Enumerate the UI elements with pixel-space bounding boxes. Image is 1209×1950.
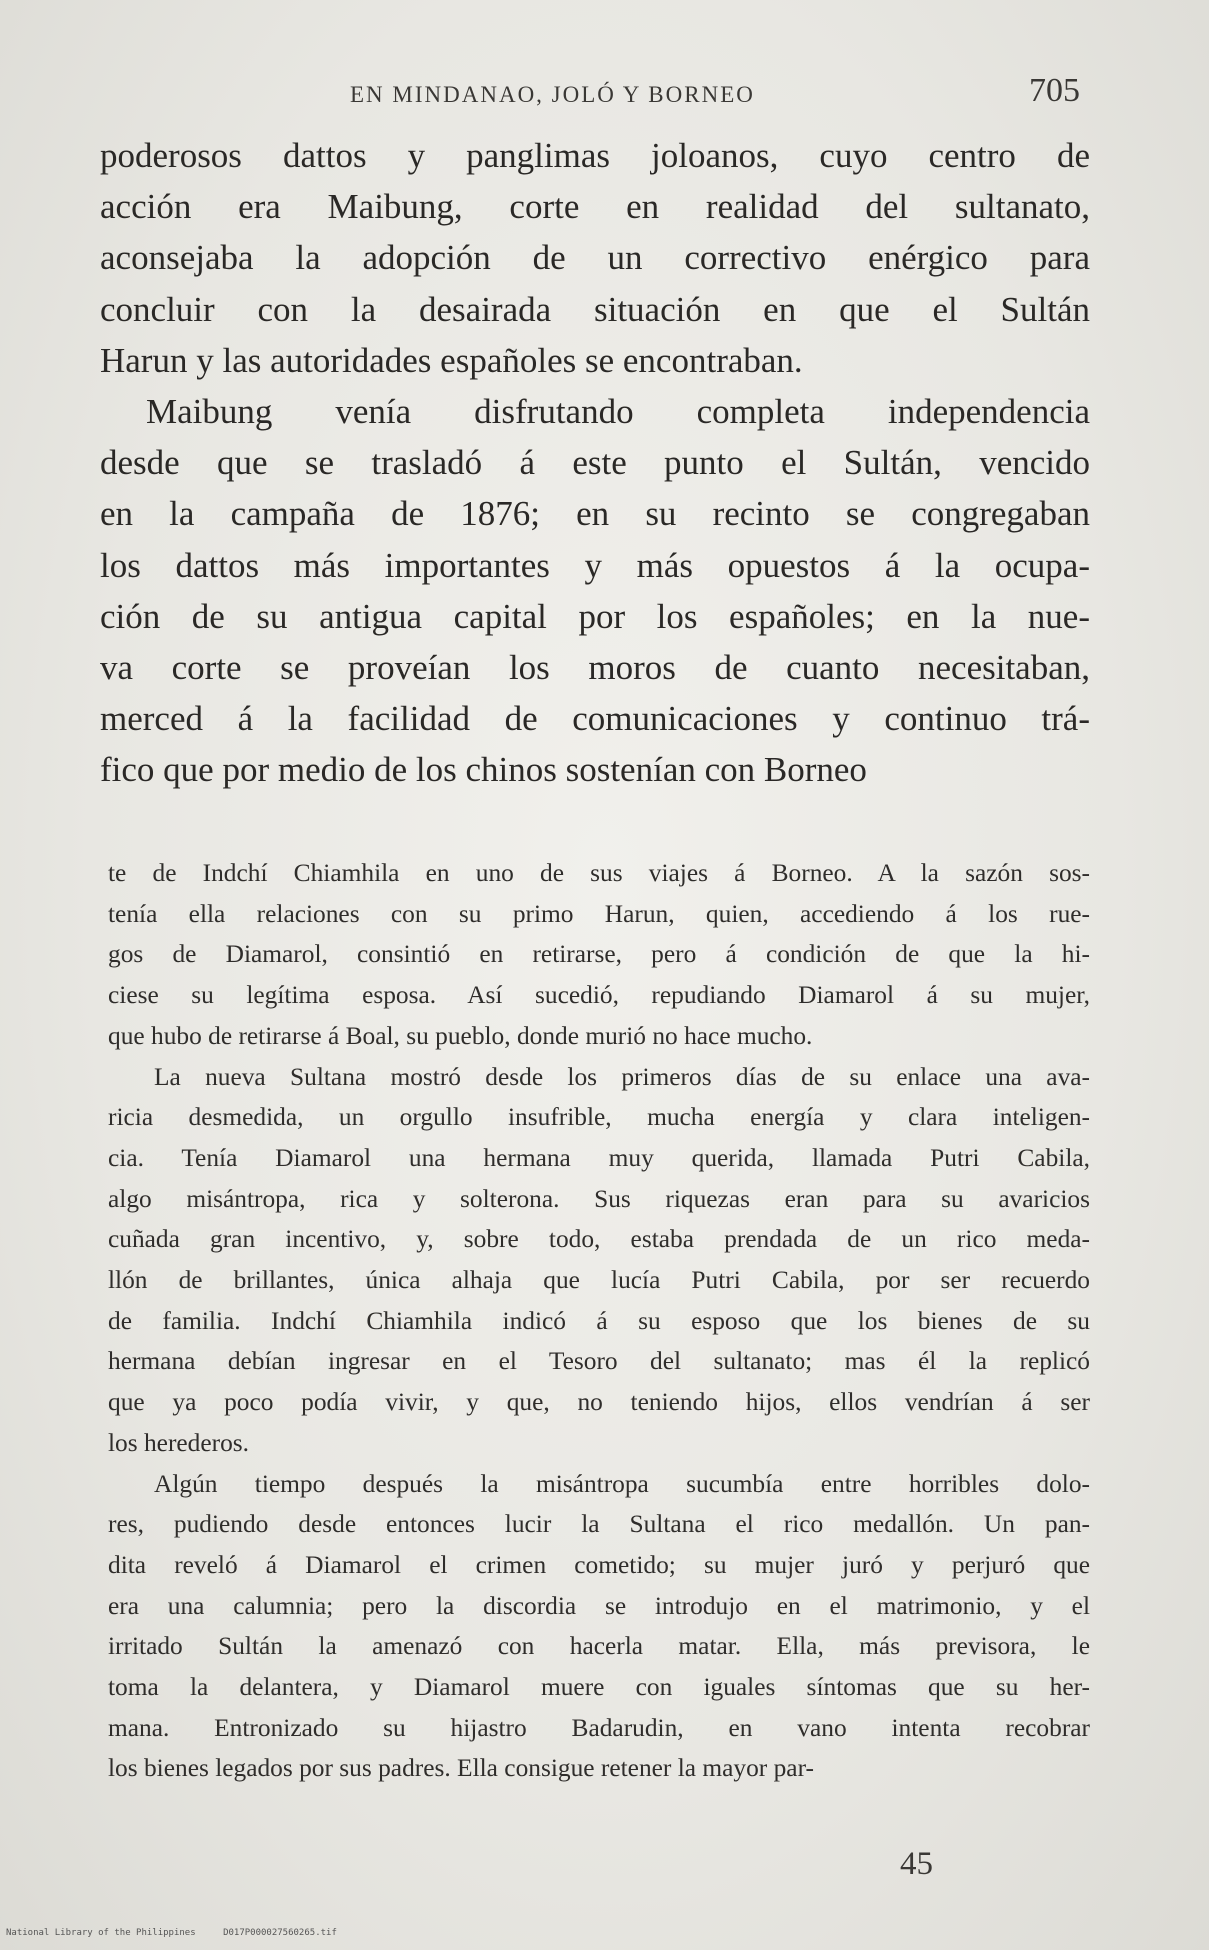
note-line: de familia. Indchí Chiamhila indicó á su esposo que los bienes de su: [108, 1306, 1090, 1335]
library-name: National Library of the Philippines: [6, 1928, 196, 1938]
body-line: desde que se trasladó á este punto el Sultán, vencido: [100, 443, 1090, 483]
note-line: toma la delantera, y Diamarol muere con iguales síntomas que su her-: [108, 1673, 1090, 1702]
note-line: te de Indchí Chiamhila en uno de sus viajes á Borneo. A la sazón sos-: [108, 859, 1090, 887]
note-line: dita reveló á Diamarol el crimen cometido; su mujer juró y perjuró que: [108, 1550, 1090, 1579]
body-line: acción era Maibung, corte en realidad del sultanato,: [100, 187, 1090, 227]
file-id: D017P000027560265.tif: [223, 1928, 337, 1938]
note-paragraph: [108, 853, 1090, 1057]
note-line: ricia desmedida, un orgullo insufrible, mucha energía y clara inteligen-: [108, 1103, 1090, 1132]
note-line: irritado Sultán la amenazó con hacerla matar. Ella, más previsora, le: [108, 1632, 1090, 1661]
note-line: algo misántropa, rica y solterona. Sus riquezas eran para su avaricios: [108, 1184, 1090, 1213]
note-line: cuñada gran incentivo, y, sobre todo, estaba prendada de un rico meda-: [108, 1225, 1090, 1254]
note-line: La nueva Sultana mostró desde los primeros días de su enlace una ava-: [154, 1062, 1090, 1091]
note-line: Algún tiempo después la misántropa sucumbía entre horribles dolo-: [154, 1469, 1090, 1498]
running-head: EN MINDANAO, JOLÓ Y BORNEO: [350, 82, 755, 107]
scan-footer: [0, 1928, 1209, 1950]
note-line: ciese su legítima esposa. Así sucedió, repudiando Diamarol á su mujer,: [108, 981, 1090, 1010]
note-line: tenía ella relaciones con su primo Harun, quien, accediendo á los rue-: [108, 899, 1090, 928]
note-paragraph: [108, 1464, 1090, 1790]
body-line: los dattos más importantes y más opuestos á la ocupa-: [100, 545, 1090, 585]
main-body-text: [100, 130, 1090, 796]
body-line: aconsejaba la adopción de un correctivo enérgico para: [100, 238, 1090, 278]
note-line: hermana debían ingresar en el Tesoro del sultanato; mas él la replicó: [108, 1347, 1090, 1376]
note-line: que hubo de retirarse á Boal, su pueblo, donde murió no hace mucho.: [108, 1021, 813, 1050]
note-line: los herederos.: [108, 1428, 250, 1457]
note-line: res, pudiendo desde entonces lucir la Sultana el rico medallón. Un pan-: [108, 1510, 1090, 1539]
note-line: era una calumnia; pero la discordia se introdujo en el matrimonio, y el: [108, 1591, 1090, 1620]
note-line: mana. Entronizado su hijastro Badarudin, en vano intenta recobrar: [108, 1713, 1090, 1742]
page-header: [100, 72, 1080, 122]
body-line: fico que por medio de los chinos sostenían con Borneo: [100, 750, 867, 790]
note-paragraph: [108, 1057, 1090, 1464]
note-line: llón de brillantes, única alhaja que lucía Putri Cabila, por ser recuerdo: [108, 1266, 1090, 1295]
body-line: Maibung venía disfrutando completa independencia: [146, 392, 1090, 432]
body-line: ción de su antigua capital por los españoles; en la nue-: [100, 596, 1090, 636]
signature-mark: 45: [900, 1846, 933, 1882]
body-line: Harun y las autoridades españoles se encontraban.: [100, 340, 803, 380]
note-line: cia. Tenía Diamarol una hermana muy querida, llamada Putri Cabila,: [108, 1143, 1090, 1172]
body-line: en la campaña de 1876; en su recinto se congregaban: [100, 494, 1090, 534]
note-line: que ya poco podía vivir, y que, no teniendo hijos, ellos vendrían á ser: [108, 1388, 1090, 1417]
body-line: va corte se proveían los moros de cuanto necesitaban,: [100, 648, 1090, 688]
body-line: concluir con la desairada situación en que el Sultán: [100, 289, 1090, 329]
body-paragraph: [100, 386, 1090, 796]
note-line: gos de Diamarol, consintió en retirarse, pero á condición de que la hi-: [108, 940, 1090, 969]
note-line: los bienes legados por sus padres. Ella consigue retener la mayor par-: [108, 1754, 814, 1783]
body-line: merced á la facilidad de comunicaciones y continuo trá-: [100, 699, 1090, 739]
body-line: poderosos dattos y panglimas joloanos, cuyo centro de: [100, 136, 1090, 175]
page-number: 705: [1029, 72, 1080, 109]
body-paragraph: [100, 130, 1090, 386]
footnote-text: [108, 853, 1090, 1789]
